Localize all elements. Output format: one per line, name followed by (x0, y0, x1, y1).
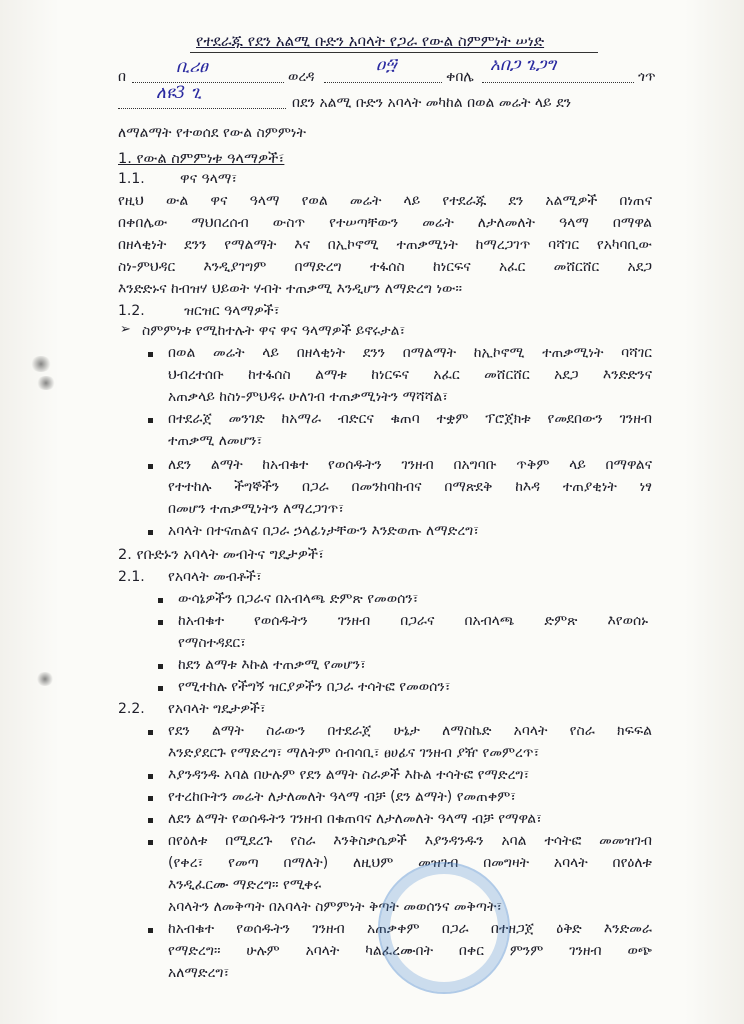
square-bullet-icon (148, 730, 153, 735)
woreda-label: ወረዳ (288, 69, 315, 85)
square-bullet-icon (148, 352, 153, 357)
bullet-item-line: ህብረተሰቡ ከተፋሰስ ልማቱ ከነርፍና አፈር መሸርሸር አደጋ እንድድንና (168, 367, 652, 383)
square-bullet-icon (148, 928, 153, 933)
rights-item: ውሳኔዎችን በጋራና በአብላጫ ድምጽ የመወሰን፣ (178, 591, 419, 607)
section-1-1-number: 1.1. (118, 171, 145, 187)
duties-item: እንድያደርጉ የማድረግ፣ ማለትም ሰብሳቢ፣ ፀሀፊና ገንዘብ ያዥ የመምረጥ፣ (168, 745, 540, 761)
duties-item: የደን ልማት ስራውን በተደራጀ ሁኔታ ለማስኬድ አባላት የስራ ክፍፍል (168, 723, 652, 739)
arrow-bullet-icon: ➢ (120, 322, 131, 337)
section-2-1-title: የአባላት መብቶች፣ (168, 569, 262, 585)
zone-field-line (132, 82, 284, 83)
paragraph-line: ስነ-ምህዳር እንዲያገግም በማድረግ ተፋሰስ ከነርፍና አፈር መሸርሸር አደጋ (118, 259, 652, 275)
bullet-item-line: ተጠቃሚ ለመሆን፣ (168, 433, 263, 449)
square-bullet-icon (148, 796, 153, 801)
section-2-heading: 2. የቡድኑን አባላት መብትና ግዴታዎች፣ (118, 547, 325, 563)
square-bullet-icon (158, 598, 163, 603)
duties-item: እያንዳንዱ አባል በሁሉም የደን ልማት ስራዎች እኩል ተሳትፎ የማድረግ፣ (168, 767, 530, 783)
kebele-label: ቀበሌ (446, 69, 474, 85)
binder-hole-mark-icon (36, 376, 56, 390)
arrow-item-text: ስምምነቱ የሚከተሉት ዋና ዋና ዓላማዎች ይኖሩታል፣ (142, 323, 406, 339)
square-bullet-icon (148, 840, 153, 845)
duties-item: በየዕለቱ በሚደረጉ የስራ እንቅስቃሴዎች እያንዳንዱን አባል ተሳትፎ መመዝገብ (168, 833, 652, 849)
bullet-item-line: አጠቃላይ ከስነ-ምህዳሩ ሁለገብ ተጠቃሚነትን ማሻሻል፣ (168, 389, 449, 405)
duties-item: ከአብቁተ የወሰዱትን ገንዘብ አጠቃቀም በጋራ በተዘጋጀ ዕቅድ እንድመራ (168, 921, 652, 937)
section-1-heading: 1. የውል ስምምነቱ ዓላማዎች፣ (118, 151, 285, 167)
bullet-item-line: በተደራጀ መንገድ ከአማራ ብድርና ቁጠባ ተቋም ፕሮጀክቱ የመደበውን ገንዘብ (168, 411, 652, 427)
paragraph-line: በዘላቂነት ደንን የማልማት እና በኢኮኖሚ ተጠቃሚነት ከማረጋገጥ ባሻገር የአካባቢው (118, 237, 652, 253)
square-bullet-icon (158, 664, 163, 669)
woreda-handwritten-value: ዐ፵ (376, 55, 397, 75)
binder-hole-mark-icon (30, 356, 52, 372)
rights-item: ከአብቁተ የወሰዱትን ገንዘብ በጋራና በአብላጫ ድምጽ እየወሰኑ (178, 613, 648, 629)
official-stamp-icon (378, 862, 510, 994)
got-label: ጎጥ (638, 69, 656, 85)
square-bullet-icon (148, 464, 153, 469)
binder-hole-mark-icon (36, 672, 54, 686)
group-handwritten-value: ለዩ3 ጊ (156, 83, 202, 103)
square-bullet-icon (148, 774, 153, 779)
square-bullet-icon (148, 530, 153, 535)
form-line-3: ለማልማት የተወሰደ የውል ስምምነት (118, 125, 306, 141)
group-field-line (118, 108, 286, 109)
square-bullet-icon (148, 818, 153, 823)
square-bullet-icon (148, 418, 153, 423)
duties-item: (የቀረ፣ የመጣ በማለት) ለዚህም መዝገብ በመግዛት አባላት በየዕለቱ (168, 855, 652, 871)
square-bullet-icon (158, 686, 163, 691)
paragraph-line: እንድድኑና ከብዝሃ ህይወት ሃብት ተጠቃሚ እንዲሆን ለማድረግ ነው። (118, 281, 462, 297)
form-prefix: በ (118, 69, 127, 85)
section-2-2-number: 2.2. (118, 701, 145, 717)
duties-item: አባላትን ለመቅጣት በአባላት ስምምነት ቅጣት መወሰንና መቅጣት፣ (168, 899, 503, 915)
section-2-2-title: የአባላት ግዴታዎች፣ (168, 701, 266, 717)
form-line-2: በደን አልሚ ቡድን አባላት መካከል በወል መሬት ላይ ደን (292, 95, 572, 111)
section-1-1-title: ዋና ዓላማ፣ (180, 171, 238, 187)
duties-item: የማድረግ። ሁሉም አባላት ካልፈረሙበት በቀር ምንም ገንዘብ ወጭ (168, 943, 652, 959)
paragraph-line: የዚህ ውል ዋና ዓላማ የወል መሬት ላይ የተደራጁ ደን አልሚዎች በነጠና (118, 193, 652, 209)
section-1-2-number: 1.2. (118, 303, 145, 319)
paragraph-line: በቀበሌው ማህበረሰብ ውስጥ የተሠጣቸውን መሬት ለታለመለት ዓላማ በማዋል (118, 215, 652, 231)
duties-item: አለማድረግ፣ (168, 965, 230, 981)
section-2-1-number: 2.1. (118, 569, 145, 585)
bullet-item-line: የተተከሉ ችግኞችን በጋራ በመንከባከብና በማጽደቅ ከእዳ ተጠያቂነት ነፃ (168, 479, 652, 495)
duties-item: ለደን ልማት የወሰዱትን ገንዘብ በቁጠባና ለታለመለት ዓላማ ብቻ የማዋል፣ (168, 811, 542, 827)
bullet-item-line: ለደን ልማት ከአብቁተ የወሰዱትን ገንዘብ በአግባቡ ጥቅም ላይ በማዋልና (168, 457, 652, 473)
woreda-field-line (324, 82, 442, 83)
kebele-field-line (482, 82, 634, 83)
rights-item: የማስተዳደር፣ (178, 635, 246, 651)
kebele-handwritten-value: አበጋ ጌጋግ (490, 55, 557, 75)
bullet-item-line: በወል መሬት ላይ በዘላቂነት ደንን በማልማት ከኢኮኖሚ ተጠቃሚነት ባሻገር (168, 345, 652, 361)
rights-item: ከደን ልማቱ እኩል ተጠቃሚ የመሆን፣ (178, 657, 366, 673)
zone-handwritten-value: ቢሪፀ (176, 57, 208, 77)
duties-item: የተረከቡትን መሬት ለታለመለት ዓላማ ብቻ (ደን ልማት) የመጠቀም፣ (168, 789, 517, 805)
bullet-item-line: አባላት በተናጠልና በጋራ ኃላፊነታቸውን እንድወጡ ለማድረግ፣ (168, 523, 480, 539)
bullet-item-line: በመሆን ተጠቃሚነትን ለማረጋገጥ፣ (168, 501, 345, 517)
document-title: የተደራጁ የደን አልሚ ቡድን አባላት የጋራ የውል ስምምነት ሠነድ (196, 32, 545, 50)
square-bullet-icon (158, 620, 163, 625)
title-underline (190, 52, 598, 53)
duties-item: እንዲፈርሙ ማድረግ። የሚቀሩ (168, 877, 322, 893)
rights-item: የሚተከሉ የችግኝ ዝርያዎችን በጋራ ተሳትፎ የመወሰን፣ (178, 679, 451, 695)
section-1-2-title: ዝርዝር ዓላማዎች፣ (184, 303, 280, 319)
